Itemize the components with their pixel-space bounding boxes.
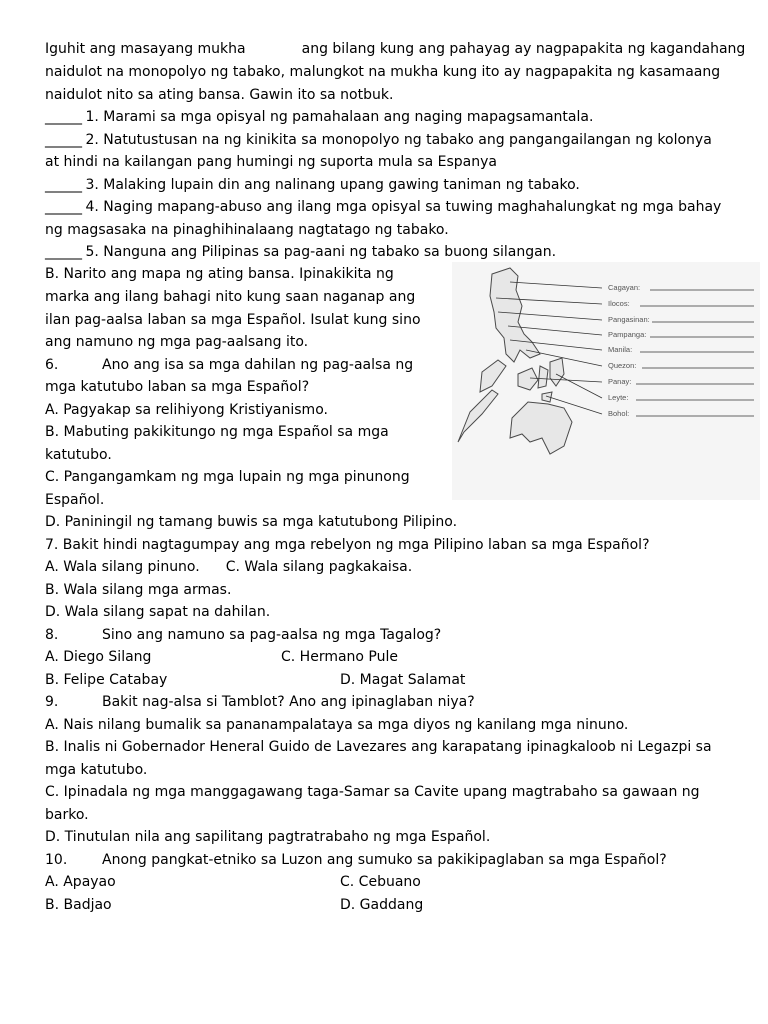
question-8-stem: 8. Sino ang namuno sa pag-aalsa ng mga Tagalog? xyxy=(45,627,442,643)
question-10-stem: 10. Anong pangkat-etniko sa Luzon ang sumuko sa pakikipaglaban sa mga Español? xyxy=(45,852,667,868)
part-a-intro-line-3: naidulot nito sa ating bansa. Gawin ito sa notbuk. xyxy=(45,87,394,103)
map-label-cagayan: Cagayan: xyxy=(608,283,641,292)
question-9-choice-a: A. Nais nilang bumalik sa pananampalataya sa mga diyos ng kanilang mga ninuno. xyxy=(45,717,629,733)
question-8-choice-c: C. Hermano Pule xyxy=(281,649,399,665)
map-label-pangasinan: Pangasinan: xyxy=(608,315,650,324)
question-8-choice-a: A. Diego Silang xyxy=(45,649,152,665)
question-10-choice-a: A. Apayao xyxy=(45,874,116,890)
question-7-stem: 7. Bakit hindi nagtagumpay ang mga rebelyon ng mga Pilipino laban sa mga Español? xyxy=(45,537,650,553)
map-label-bohol: Bohol: xyxy=(608,409,630,418)
part-b-intro-line-4: ang namuno ng mga pag-aalsang ito. xyxy=(45,334,309,350)
question-8-choice-d: D. Magat Salamat xyxy=(340,672,466,688)
question-9-choice-c: C. Ipinadala ng mga manggagawang taga-Samar sa Cavite upang magtrabaho sa gawaan ng xyxy=(45,784,700,800)
question-7-choice-b: B. Wala silang mga armas. xyxy=(45,582,232,598)
answer-blank: ______ xyxy=(45,132,81,148)
statement-2-continued: at hindi na kailangan pang humingi ng suporta mula sa Espanya xyxy=(45,154,497,170)
answer-blank: ______ xyxy=(45,109,81,125)
map-label-quezon: Quezon: xyxy=(608,361,637,370)
question-6-stem: 6. Ano ang isa sa mga dahilan ng pag-aalsa ng xyxy=(45,357,414,373)
part-a-intro-line-2: naidulot na monopolyo ng tabako, malungkot na mukha kung ito ay nagpapakita ng kasamaang xyxy=(45,64,721,80)
map-label-manila: Manila: xyxy=(608,345,633,354)
answer-blank: ______ xyxy=(45,177,81,193)
statement-4-continued: ng magsasaka na pinaghihinalaang nagtatago ng tabako. xyxy=(45,222,449,238)
question-7-choices-a-c: A. Wala silang pinuno. C. Wala silang pagkakaisa. xyxy=(45,559,413,575)
answer-blank: ______ xyxy=(45,244,81,260)
question-6-stem-continued: mga katutubo laban sa mga Español? xyxy=(45,379,310,395)
statement-3: ______ 3. Malaking lupain din ang nalinang upang gawing taniman ng tabako. xyxy=(45,177,580,193)
question-6-choice-d: D. Paniningil ng tamang buwis sa mga katutubong Pilipino. xyxy=(45,514,458,530)
question-6-choice-a: A. Pagyakap sa relihiyong Kristiyanismo. xyxy=(45,402,328,418)
statement-4: ______ 4. Naging mapang-abuso ang ilang mga opisyal sa tuwing maghahalungkat ng mga bahay xyxy=(45,199,722,215)
part-b-intro-line-2: marka ang ilang bahagi nito kung saan naganap ang xyxy=(45,289,416,305)
map-label-ilocos: Ilocos: xyxy=(608,299,630,308)
question-9-choice-d: D. Tinutulan nila ang sapilitang pagtratrabaho ng mga Español. xyxy=(45,829,491,845)
question-6-choice-b: B. Mabuting pakikitungo ng mga Español sa mga xyxy=(45,424,389,440)
question-9-choice-b: B. Inalis ni Gobernador Heneral Guido de Lavezares ang karapatang ipinagkaloob ni Legazpi sa xyxy=(45,739,712,755)
part-b-intro-line-1: B. Narito ang mapa ng ating bansa. Ipinakikita ng xyxy=(45,266,394,282)
statement-1: ______ 1. Marami sa mga opisyal ng pamahalaan ang naging mapagsamantala. xyxy=(45,109,594,125)
question-9-choice-b-continued: mga katutubo. xyxy=(45,762,148,778)
question-9-choice-c-continued: barko. xyxy=(45,807,89,823)
question-6-choice-c: C. Pangangamkam ng mga lupain ng mga pinunong xyxy=(45,469,410,485)
answer-blank: ______ xyxy=(45,199,81,215)
philippines-map xyxy=(452,262,760,500)
question-8-choice-b: B. Felipe Catabay xyxy=(45,672,168,688)
question-10-choice-d: D. Gaddang xyxy=(340,897,424,913)
map-label-leyte: Leyte: xyxy=(608,393,629,402)
question-6-choice-c-continued: Español. xyxy=(45,492,105,508)
statement-5: ______ 5. Nanguna ang Pilipinas sa pag-aani ng tabako sa buong silangan. xyxy=(45,244,557,260)
question-10-choice-c: C. Cebuano xyxy=(340,874,421,890)
philippines-map-figure xyxy=(452,262,760,500)
map-label-pampanga: Pampanga: xyxy=(608,330,647,339)
part-a-intro-line-1: Iguhit ang masayang mukha ang bilang kung ang pahayag ay nagpapakita ng kagandahang xyxy=(45,41,746,57)
question-10-choice-b: B. Badjao xyxy=(45,897,112,913)
statement-2: ______ 2. Natutustusan na ng kinikita sa monopolyo ng tabako ang pangangailangan ng kolonya xyxy=(45,132,712,148)
question-7-choice-d: D. Wala silang sapat na dahilan. xyxy=(45,604,271,620)
part-b-intro-line-3: ilan pag-aalsa laban sa mga Español. Isulat kung sino xyxy=(45,312,421,328)
map-label-panay: Panay: xyxy=(608,377,632,386)
question-6-choice-b-continued: katutubo. xyxy=(45,447,112,463)
question-9-stem: 9. Bakit nag-alsa si Tamblot? Ano ang ipinaglaban niya? xyxy=(45,694,475,710)
